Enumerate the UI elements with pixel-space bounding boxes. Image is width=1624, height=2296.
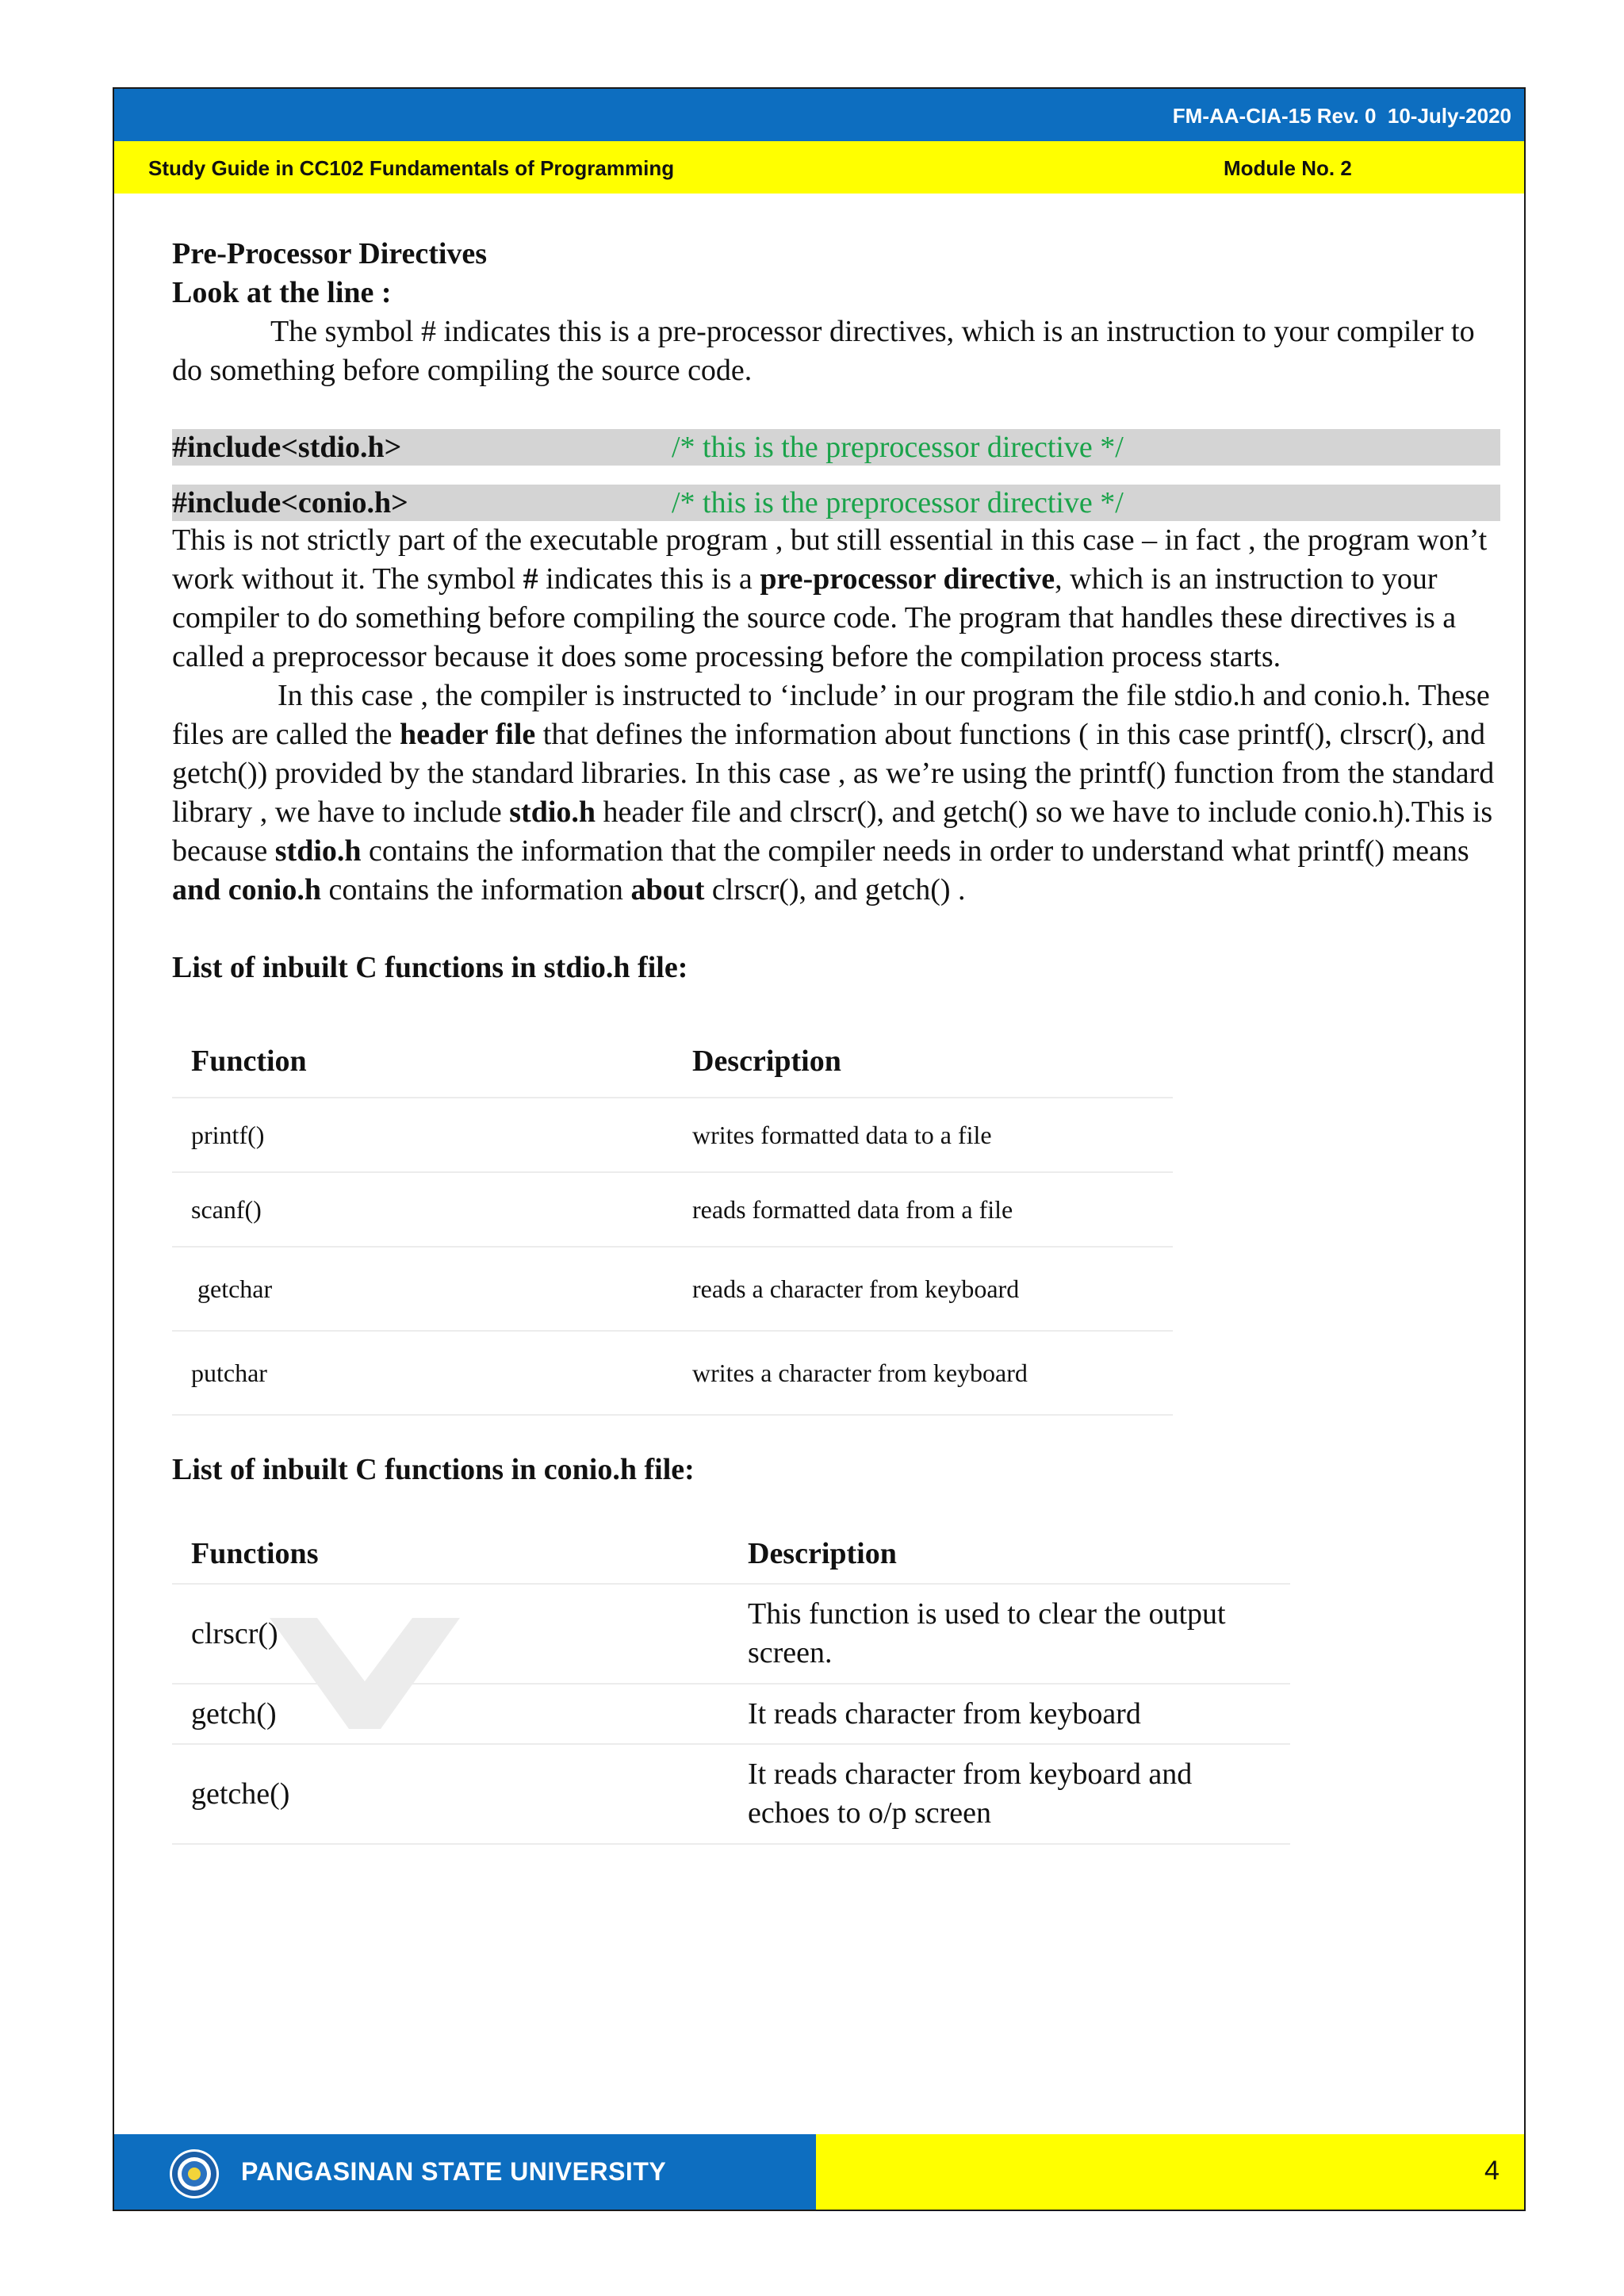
column-header: Description: [673, 1025, 1173, 1098]
module-number: Module No. 2: [1224, 156, 1352, 180]
guide-title: Study Guide in CC102 Fundamentals of Programming: [148, 156, 675, 180]
form-code: FM-AA-CIA-15 Rev. 0 10-July-2020: [1172, 104, 1511, 128]
text-run: #: [523, 562, 538, 596]
conio-table-title: List of inbuilt C functions in conio.h file:: [172, 1453, 695, 1486]
function-description: writes a character from keyboard: [673, 1331, 1173, 1415]
text-run: that defines the information about functions ( in this case printf(), clrscr(), and getch()) provided by the standard libraries. In this case , as we’re using the printf() function from the standard library , we have to include: [172, 718, 1495, 829]
function-name: putchar: [172, 1331, 673, 1415]
code-comment: /* this is the preprocessor directive */: [672, 486, 1124, 519]
function-description: This function is used to clear the output screen.: [729, 1584, 1290, 1684]
code-text: #include<stdio.h>: [172, 431, 402, 464]
text-run: indicates this is a: [538, 562, 760, 596]
text-run: and conio.h: [172, 873, 321, 907]
text-run: about: [630, 873, 705, 907]
column-header: Function: [172, 1025, 673, 1098]
intro-paragraph: The symbol # indicates this is a pre-processor directives, which is an instruction to your compiler to do something before compiling the source code.: [172, 315, 1475, 387]
text-run: In this case , the compiler is instructed to ‘include’ in our program the file stdio.h and conio.h. These files are called the: [172, 679, 1490, 751]
text-run: clrscr(), and getch() .: [704, 873, 966, 907]
text-run: stdio.h: [274, 834, 362, 868]
text-run: pre-processor directive: [760, 562, 1055, 596]
function-description: writes formatted data to a file: [673, 1098, 1173, 1172]
page-number: 4: [1484, 2156, 1500, 2186]
university-name: PANGASINAN STATE UNIVERSITY: [241, 2157, 667, 2186]
section-subtitle: Look at the line :: [172, 276, 392, 309]
function-name: getchar: [172, 1247, 673, 1331]
function-description: It reads character from keyboard and echoes to o/p screen: [729, 1744, 1290, 1844]
text-run: header file: [399, 718, 536, 751]
function-name: printf(): [172, 1098, 673, 1172]
text-run: contains the information: [320, 873, 631, 907]
function-name: scanf(): [172, 1172, 673, 1247]
function-description: reads a character from keyboard: [673, 1247, 1173, 1331]
function-name: getch(): [172, 1684, 729, 1744]
text-run: contains the information that the compiler needs in order to understand what printf() means: [361, 834, 1469, 868]
text-run: This is not strictly part of the executable program , but still essential in this case – in fact , the program won’t work without it. The symbol: [172, 523, 1488, 596]
text-run: , which is an instruction to your compiler to do something before compiling the source code. The program that handles these directives is a called a preprocessor because it does some processing before the compilation process starts.: [172, 562, 1457, 673]
function-description: It reads character from keyboard: [729, 1684, 1290, 1744]
function-name: clrscr(): [172, 1584, 729, 1684]
page-border: [113, 87, 1526, 2211]
function-description: reads formatted data from a file: [673, 1172, 1173, 1247]
text-run: header file and clrscr(), and getch() so we have to include conio.h).This is because: [172, 795, 1493, 868]
text-run: stdio.h: [509, 795, 596, 829]
column-header: Functions: [172, 1524, 729, 1584]
code-text: #include<conio.h>: [172, 486, 408, 519]
code-comment: /* this is the preprocessor directive */: [672, 431, 1124, 464]
function-name: getche(): [172, 1744, 729, 1844]
column-header: Description: [729, 1524, 1290, 1584]
stdio-table-title: List of inbuilt C functions in stdio.h file:: [172, 951, 688, 984]
section-title: Pre-Processor Directives: [172, 237, 488, 270]
